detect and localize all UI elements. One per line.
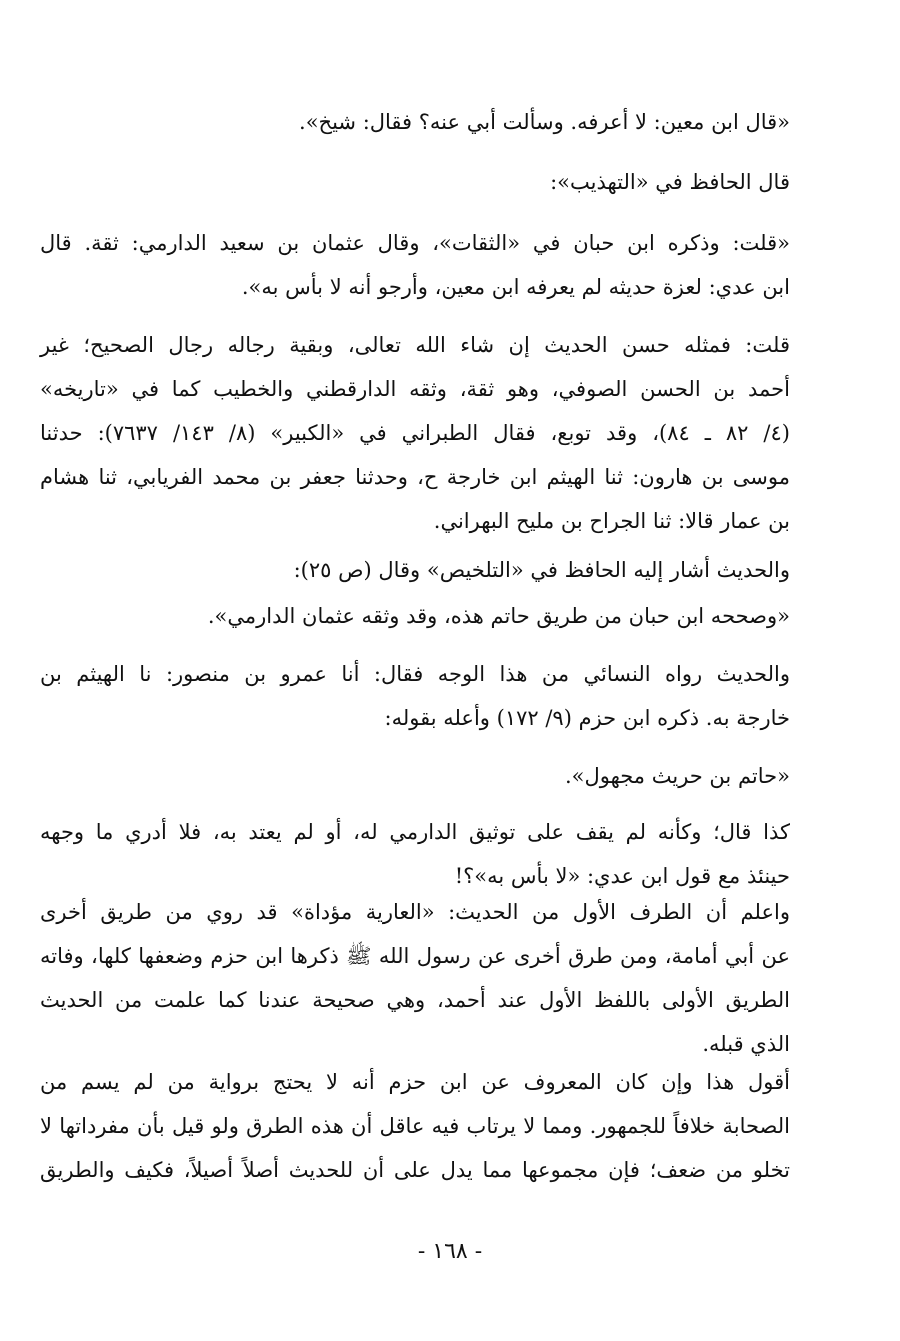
text-line: قال الحافظ في «التهذيب»: (550, 170, 790, 194)
text-line: (٤/ ٨٢ ـ ٨٤)، وقد توبع، فقال الطبراني في «الكبير» (٨/ ١٤٣/ ٧٦٣٧): حدثنا (40, 421, 790, 445)
text-line: أقول هذا وإن كان المعروف عن ابن حزم أنه لا يحتج برواية من لم يسم من (40, 1070, 790, 1094)
text-line: «حاتم بن حريث مجهول». (564, 764, 790, 788)
text-line: «قال ابن معين: لا أعرفه. وسألت أبي عنه؟ فقال: شيخ». (299, 110, 790, 134)
text-line: بن عمار قالا: ثنا الجراح بن مليح البهراني. (433, 509, 790, 533)
text-line: ابن عدي: لعزة حديثه لم يعرفه ابن معين، وأرجو أنه لا بأس به». (241, 275, 790, 299)
text-line: «قلت: وذكره ابن حبان في «الثقات»، وقال عثمان بن سعيد الدارمي: ثقة. قال (40, 231, 790, 255)
text-line: موسى بن هارون: ثنا الهيثم ابن خارجة ح، وحدثنا جعفر بن محمد الفريابي، ثنا هشام (40, 465, 790, 489)
page-number: - ١٦٨ - (417, 1239, 483, 1264)
text-line: عن أبي أمامة، ومن طرق أخرى عن رسول الله ﷺ ذكرها ابن حزم وضعفها كلها، وفاته (40, 944, 790, 968)
text-line: قلت: فمثله حسن الحديث إن شاء الله تعالى، وبقية رجاله رجال الصحيح؛ غير (40, 333, 790, 357)
text-line: حينئذ مع قول ابن عدي: «لا بأس به»؟! (454, 864, 790, 888)
paragraph-aqulu-hadha (40, 1060, 790, 1192)
text-line: «وصححه ابن حبان من طريق حاتم هذه، وقد وثقه عثمان الدارمي». (207, 604, 790, 628)
paragraph-hatim-majhul (40, 754, 790, 798)
paragraph-nasai-narration (40, 652, 790, 740)
text-line: كذا قال؛ وكأنه لم يقف على توثيق الدارمي له، أو لم يعتد به، فلا أدري ما وجهه (40, 820, 790, 844)
text-line: واعلم أن الطرف الأول من الحديث: «العارية مؤداة» قد روي من طريق أخرى (40, 900, 790, 924)
text-line: الطريق الأولى باللفظ الأول عند أحمد، وهي صحيحة عندنا كما علمت من الحديث (40, 988, 790, 1012)
paragraph-ibn-hibban-thiqat (40, 221, 790, 309)
text-line: الذي قبله. (702, 1032, 790, 1056)
paragraph-kadha-qal (40, 810, 790, 898)
paragraph-ibn-hibban-sahih (40, 594, 790, 638)
paragraph-ariya-muaddah (40, 890, 790, 1066)
paragraph-hafiz-tahdhib (40, 160, 790, 204)
text-line: أحمد بن الحسن الصوفي، وهو ثقة، وثقه الدارقطني والخطيب كما في «تاريخه» (40, 377, 790, 401)
text-line: خارجة به. ذكره ابن حزم (٩/ ١٧٢) وأعله بقوله: (384, 706, 790, 730)
paragraph-hasan-al-hadith (40, 323, 790, 543)
text-line: تخلو من ضعف؛ فإن مجموعها مما يدل على أن للحديث أصلاً أصيلاً، فكيف والطريق (40, 1158, 790, 1182)
paragraph-ibn-maeen-quote (40, 100, 790, 144)
paragraph-talkhis-reference (40, 548, 790, 592)
text-line: الصحابة خلافاً للجمهور. ومما لا يرتاب فيه عاقل أن هذه الطرق ولو قيل بأن مفرداتها لا (40, 1114, 790, 1138)
text-line: والحديث أشار إليه الحافظ في «التلخيص» وقال (ص ٢٥): (293, 558, 790, 582)
text-line: والحديث رواه النسائي من هذا الوجه فقال: أنا عمرو بن منصور: نا الهيثم بن (40, 662, 790, 686)
